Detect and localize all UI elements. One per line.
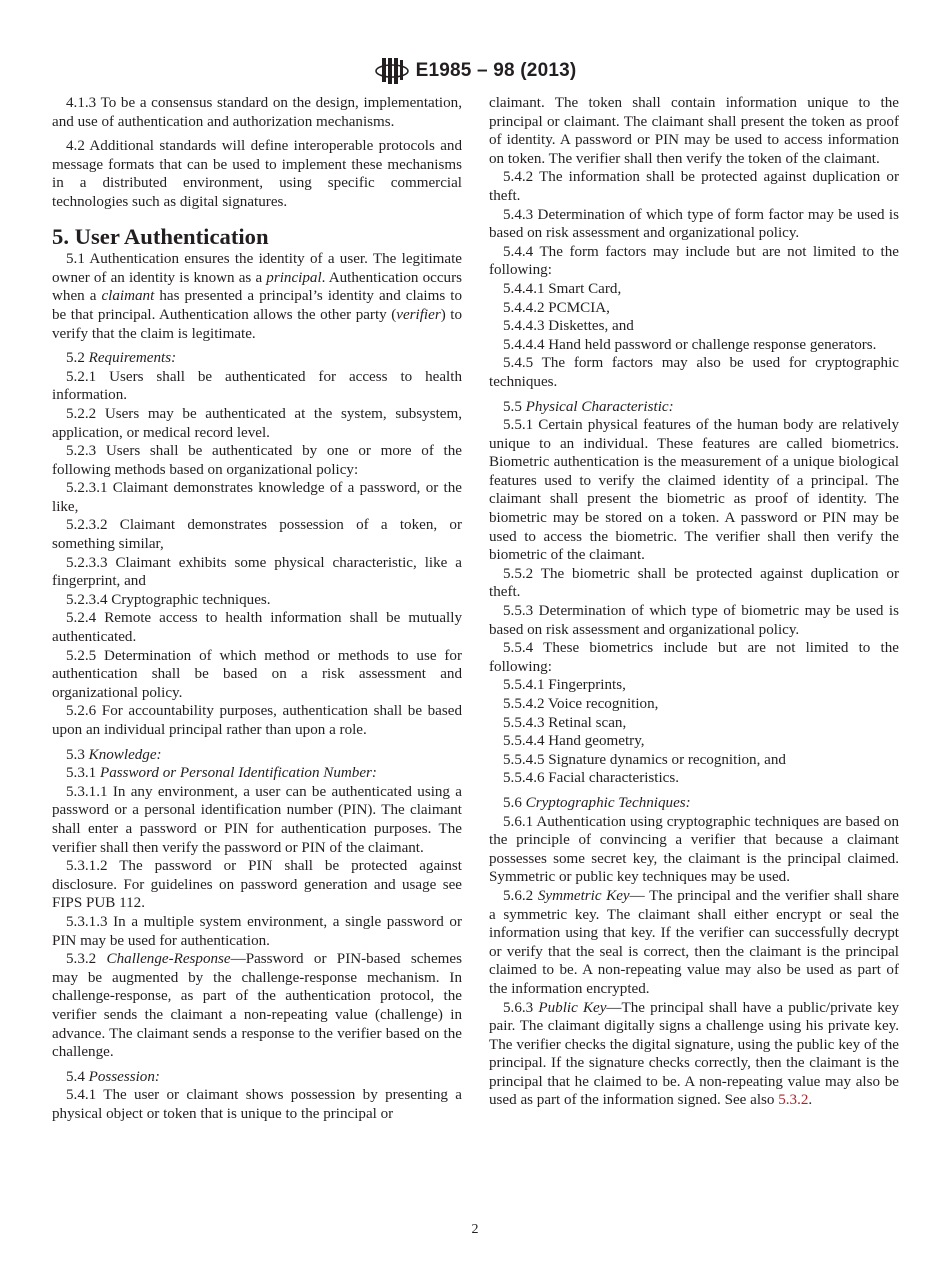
text-run: 5.4.4.2 PCMCIA, xyxy=(503,299,610,316)
italic-term: Requirements: xyxy=(88,350,177,367)
paragraph xyxy=(489,280,899,299)
paragraph xyxy=(52,479,462,516)
paragraph xyxy=(489,639,899,676)
right-column xyxy=(489,94,899,1110)
text-run: 5.4.5 The form factors may also be used for cryptographic techniques. xyxy=(489,355,899,390)
paragraph xyxy=(52,516,462,553)
text-run: 5.5.4.5 Signature dynamics or recognition, and xyxy=(503,751,786,768)
paragraph xyxy=(52,405,462,442)
text-run: 5.3.1.3 In a multiple system environment, a single password or PIN may be used for authentication. xyxy=(52,913,462,949)
text-run: 5.2.3.4 Cryptographic techniques. xyxy=(66,591,271,608)
paragraph xyxy=(489,168,899,205)
paragraph xyxy=(489,714,899,733)
italic-term: Public Key xyxy=(538,999,607,1016)
paragraph xyxy=(489,769,899,788)
italic-term: Knowledge: xyxy=(88,746,162,763)
text-run: 5.5.4 These biometrics include but are not limited to the following: xyxy=(489,640,899,675)
paragraph xyxy=(489,398,899,417)
text-run: 5.2.3.2 Claimant demonstrates possession of a token, or something similar, xyxy=(52,517,462,553)
text-run: 4.2 Additional standards will define interoperable protocols and message formats that can be used to implement these mechanisms in a distributed environment, using specific commercial technologies such as digital signatures. xyxy=(52,138,462,210)
paragraph xyxy=(52,746,462,765)
text-run: . xyxy=(808,1092,813,1109)
text-run: claimant. The token shall contain information unique to the principal or claimant. The claimant shall present the token as proof of identity. A password or PIN may be used to access information on token. The verifier shall then verify the token of the claimant. xyxy=(489,95,899,167)
text-run: 5.2.5 Determination of which method or methods to use for authentication shall be based on a risk assessment and organizational policy. xyxy=(52,647,462,701)
text-run: 5.1 Authentication ensures the identity of a user. The legitimate owner of an identity is known as a xyxy=(52,251,462,286)
paragraph xyxy=(52,647,462,703)
paragraph xyxy=(52,913,462,950)
paragraph xyxy=(489,243,899,280)
paragraph xyxy=(489,999,899,1111)
paragraph xyxy=(489,336,899,355)
text-run: 5.6.1 Authentication using cryptographic techniques are based on the principle of convincing a verifier that because a claimant possesses some secret key, the claimant is the principal claimed. Symmetric or public key techniques may be used. xyxy=(489,813,899,886)
paragraph xyxy=(52,950,462,1062)
paragraph xyxy=(52,857,462,913)
text-run: 5.3.1 xyxy=(66,765,100,782)
text-run: 5.3.2 xyxy=(66,951,107,968)
paragraph xyxy=(52,554,462,591)
text-run: 5.2 xyxy=(66,350,89,367)
paragraph xyxy=(489,602,899,639)
text-run: 5.5 xyxy=(503,398,526,415)
text-run: 5.6.3 xyxy=(503,999,539,1016)
text-run: 5.5.4.2 Voice recognition, xyxy=(503,696,659,712)
italic-term: Password or Personal Identification Number: xyxy=(99,765,377,782)
text-run: . Authentication occurs when a xyxy=(52,269,462,305)
text-run: 5. User Authentication xyxy=(52,223,269,249)
paragraph xyxy=(52,1068,462,1087)
paragraph xyxy=(52,137,462,211)
text-run: 5.5.1 Certain physical features of the human body are relatively unique to an individual. These features are called biometrics. Biometric authentication is the measurement of a unique biological features used to verify the claimed identity of a principal. The claimant shall present the biometric as proof of identity. The biometric may be stored on a token. A password or PIN may be used to access the biometric. The verifier shall then verify the biometric of the claimant. xyxy=(489,417,899,564)
paragraph xyxy=(52,94,462,131)
text-run: ) to verify that the claim is legitimate. xyxy=(52,306,462,342)
paragraph xyxy=(489,317,899,336)
text-run: 5.2.2 Users may be authenticated at the system, subsystem, application, or medical record level. xyxy=(52,405,462,441)
paragraph xyxy=(489,676,899,695)
italic-term: Possession: xyxy=(88,1068,160,1085)
text-run: 5.6 xyxy=(503,794,526,811)
paragraph xyxy=(489,794,899,813)
paragraph xyxy=(489,299,899,318)
text-run: 5.2.3 Users shall be authenticated by one or more of the following methods based on organizational policy: xyxy=(52,443,462,478)
italic-term: verifier xyxy=(396,306,441,323)
text-run: 5.2.3.1 Claimant demonstrates knowledge of a password, or the like, xyxy=(52,480,462,515)
text-run: 5.3.1.2 The password or PIN shall be protected against disclosure. For guidelines on password generation and usage see FIPS PUB 112. xyxy=(52,858,462,912)
document-id: E1985 – 98 (2013) xyxy=(415,60,577,81)
paragraph xyxy=(489,695,899,714)
page-number: 2 xyxy=(471,1222,479,1237)
text-run: 5.4.3 Determination of which type of form factor may be used is based on risk assessment and organizational policy. xyxy=(489,206,899,242)
text-run: 5.4 xyxy=(66,1068,89,1085)
paragraph xyxy=(52,442,462,479)
text-run: 5.5.4.6 Facial characteristics. xyxy=(503,770,680,787)
text-run: 4.1.3 To be a consensus standard on the design, implementation, and use of authentication and authorization mechanisms. xyxy=(52,95,462,130)
text-run: 5.3.1.1 In any environment, a user can be authenticated using a password or a personal identification number (PIN). The claimant shall enter a password or PIN for authentication purposes. The verifier shall then verify the password or PIN of the claimant. xyxy=(52,783,462,856)
text-run: 5.5.4.1 Fingerprints, xyxy=(503,677,626,694)
paragraph xyxy=(489,206,899,243)
text-run: 5.5.3 Determination of which type of biometric may be used is based on risk assessment and organizational policy. xyxy=(489,603,899,638)
paragraph xyxy=(52,702,462,739)
italic-term: Physical Characteristic: xyxy=(525,398,674,415)
text-run: 5.2.1 Users shall be authenticated for access to health information. xyxy=(52,368,462,404)
text-run: 5.2.3.3 Claimant exhibits some physical characteristic, like a fingerprint, and xyxy=(52,554,462,590)
text-run: 5.3 xyxy=(66,746,89,763)
italic-term: Challenge-Response xyxy=(106,951,231,968)
paragraph xyxy=(489,751,899,770)
italic-term: Cryptographic Techniques: xyxy=(525,794,691,811)
section-heading xyxy=(52,223,462,249)
paragraph xyxy=(489,565,899,602)
paragraph xyxy=(52,349,462,368)
astm-logo-icon xyxy=(374,56,410,86)
paragraph xyxy=(52,764,462,783)
paragraph xyxy=(489,732,899,751)
text-run: 5.4.2 The information shall be protected against duplication or theft. xyxy=(489,169,899,204)
paragraph xyxy=(52,591,462,610)
paragraph xyxy=(489,354,899,391)
text-run: 5.4.1 The user or claimant shows possession by presenting a physical object or token that is unique to the principal or xyxy=(52,1087,462,1122)
text-run: 5.5.4.3 Retinal scan, xyxy=(503,714,627,731)
page-header xyxy=(0,56,950,86)
text-run: 5.4.4.4 Hand held password or challenge response generators. xyxy=(503,336,877,353)
paragraph xyxy=(489,416,899,565)
paragraph xyxy=(52,250,462,343)
text-run: — The principal and the verifier shall share a symmetric key. The claimant shall either encrypt or seal the information using that key. If the verifier can successfully decrypt or verify that the seal is correct, then the claimant is the principal claimed to be. A non-repeating value may also be used as part of the information encrypted. xyxy=(489,887,899,997)
cross-reference-link[interactable]: 5.3.2 xyxy=(778,1092,809,1109)
paragraph xyxy=(52,783,462,857)
text-run: 5.6.2 xyxy=(503,887,538,904)
paragraph xyxy=(52,368,462,405)
text-run: 5.4.4 The form factors may include but are not limited to the following: xyxy=(489,243,899,279)
italic-term: claimant xyxy=(101,288,155,305)
paragraph xyxy=(52,609,462,646)
text-run: 5.2.6 For accountability purposes, authentication shall be based upon an individual principal rather than upon a role. xyxy=(52,703,462,738)
text-run: 5.4.4.1 Smart Card, xyxy=(503,280,622,297)
italic-term: Symmetric Key xyxy=(537,887,630,904)
text-run: 5.2.4 Remote access to health information shall be mutually authenticated. xyxy=(52,610,462,646)
text-run: —Password or PIN-based schemes may be augmented by the challenge-response mechanism. In challenge-response, as part of the authentication protocol, the verifier sends the claimant a non-repeating value (challenge) in advance. The claimant sends a response to the verifier based on the challenge. xyxy=(52,951,462,1061)
paragraph xyxy=(489,887,899,999)
text-run: has presented a principal’s identity and claims to be that principal. Authentication allows the other party ( xyxy=(52,288,462,323)
italic-term: principal xyxy=(266,269,322,286)
text-run: 5.5.2 The biometric shall be protected against duplication or theft. xyxy=(489,565,899,601)
paragraph xyxy=(489,94,899,168)
paragraph xyxy=(52,1086,462,1123)
text-run: 5.4.4.3 Diskettes, and xyxy=(503,318,634,335)
text-run: —The principal shall have a public/private key pair. The claimant digitally signs a challenge using his private key. The verifier checks the digital signature, using the public key of the principal. If the signature checks correctly, then the claimant is the principal that he claimed to be. A non-repeating value may also be used as part of the information signed. See also xyxy=(489,999,900,1109)
left-column xyxy=(52,94,462,1123)
paragraph xyxy=(489,813,899,887)
text-run: 5.5.4.4 Hand geometry, xyxy=(503,733,645,750)
